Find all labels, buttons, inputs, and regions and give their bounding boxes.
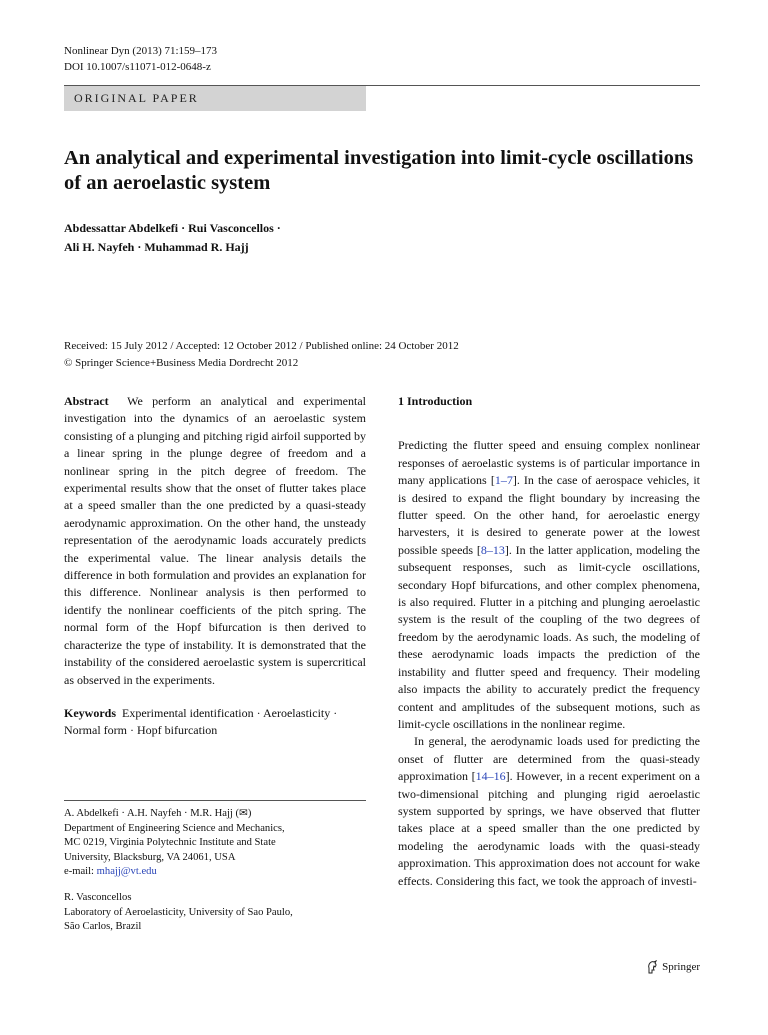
author-line-1: Abdessattar Abdelkefi · Rui Vasconcellos · <box>64 221 281 235</box>
citation-link[interactable]: 8–13 <box>480 542 505 557</box>
abstract-label: Abstract <box>64 394 109 408</box>
affiliation-line: Laboratory of Aeroelasticity, University of Sao Paulo, <box>64 906 293 918</box>
intro-text: In general, the aerodynamic loads used for predicting the onset of flutter are determined from the quasi-steady approximation [ <box>398 734 700 784</box>
affiliation-1 <box>64 807 366 880</box>
journal-citation: Nonlinear Dyn (2013) 71:159–173 <box>64 45 218 57</box>
affiliation-line: Department of Engineering Science and Mechanics, <box>64 822 285 834</box>
email-label: e-mail: <box>64 866 95 878</box>
left-column <box>64 393 366 740</box>
right-column <box>398 393 700 890</box>
keywords-label: Keywords <box>64 705 116 720</box>
affiliation-names: A. Abdelkefi · A.H. Nayfeh · M.R. Hajj (✉) <box>64 808 252 819</box>
affiliation-line: University, Blacksburg, VA 24061, USA <box>64 851 236 863</box>
affiliation-rule <box>64 800 366 801</box>
author-list <box>64 219 364 257</box>
intro-text: Predicting the flutter speed and ensuing complex nonlinear responses of aeroelastic systems is of particular importance in many applications [ <box>398 438 700 488</box>
affiliation-line: MC 0219, Virginia Polytechnic Institute and State <box>64 837 276 849</box>
page-footer <box>646 960 700 974</box>
email-link[interactable]: mhajj@vt.edu <box>96 866 157 878</box>
keywords-text: Experimental identification · Aeroelasticity · Normal form · Hopf bifurcation <box>64 705 338 738</box>
affiliations <box>64 800 366 946</box>
history-dates: Received: 15 July 2012 / Accepted: 12 October 2012 / Published online: 24 October 2012 <box>64 340 459 352</box>
citation-link[interactable]: 14–16 <box>475 769 506 784</box>
affiliation-names: R. Vasconcellos <box>64 891 132 903</box>
intro-paragraph-2 <box>398 733 700 890</box>
author-line-2: Ali H. Nayfeh · Muhammad R. Hajj <box>64 240 249 254</box>
intro-text: ]. In the case of aerospace vehicles, it is desired to expand the flight boundary by increasing the flutter speed. On the other hand, for aeroelastic energy harvesters, it is desired to generate power at the lowest possible speeds [ <box>398 473 701 557</box>
publisher-name: Springer <box>662 961 700 973</box>
affiliation-2 <box>64 891 366 935</box>
abstract-text: We perform an analytical and experimental investigation into the dynamics of an aeroelastic system consisting of a plunging and pitching rigid airfoil supported by a linear spring in the plunge degree of freedom and a nonlinear spring in the pitch degree of freedom. The experimental results show that the onset of flutter takes place at a speed smaller than the one predicted by a quasi-steady aerodynamic approximation. On the other hand, the unsteady representation of the aerodynamic loads accurately predicts the experimental value. The linear analysis details the difference in both formulation and provides an explanation for this difference. Nonlinear analysis is then performed to identify the nonlinear coefficients of the pitch spring. The normal form of the Hopf bifurcation is then derived to characterize the type of instability. It is demonstrated that the instability of the considered aeroelastic system is supercritical as observed in the experiments. <box>64 394 366 687</box>
copyright-notice: © Springer Science+Business Media Dordrecht 2012 <box>64 357 299 369</box>
publication-dates <box>64 338 704 372</box>
keywords <box>64 705 366 740</box>
journal-doi: DOI 10.1007/s11071-012-0648-z <box>64 61 211 73</box>
intro-paragraph-1 <box>398 437 700 733</box>
affiliation-line: São Carlos, Brazil <box>64 921 142 933</box>
intro-text: ]. However, in a recent experiment on a two-dimensional pitching and plunging rigid aeroelastic system supported by springs, we have observed that flutter takes place at a speed smaller than the one predicted by modeling the aerodynamic loads with the quasi-steady approximation. This approximation does not account for wake effects. Considering this fact, we took the approach of investi- <box>398 769 700 888</box>
journal-header <box>64 43 217 75</box>
intro-text: ]. In the latter application, modeling the subsequent responses, such as limit-cycle oscillations, secondary Hopf bifurcations, and other complex phenomena, is also required. Flutter in a pitching and plunging aeroelastic system is the result of the coupling of the two degrees of freedom by the aerodynamic loads. As such, the modeling of these aerodynamic loads impacts the prediction of the instability and flutter speed and frequency. Their modeling also impacts the ability to accurately predict the frequency content and amplitudes of the subsequent motions, such as limit-cycle oscillations in the nonlinear regime. <box>398 542 700 731</box>
citation-link[interactable]: 1–7 <box>494 473 513 488</box>
email-line <box>64 865 366 880</box>
section-heading-introduction: 1 Introduction <box>398 394 473 408</box>
abstract <box>64 393 366 689</box>
article-type-banner: ORIGINAL PAPER <box>64 86 366 111</box>
springer-horse-icon <box>646 960 658 974</box>
paper-title: An analytical and experimental investigation into limit-cycle oscillations of an aeroelastic system <box>64 147 694 194</box>
